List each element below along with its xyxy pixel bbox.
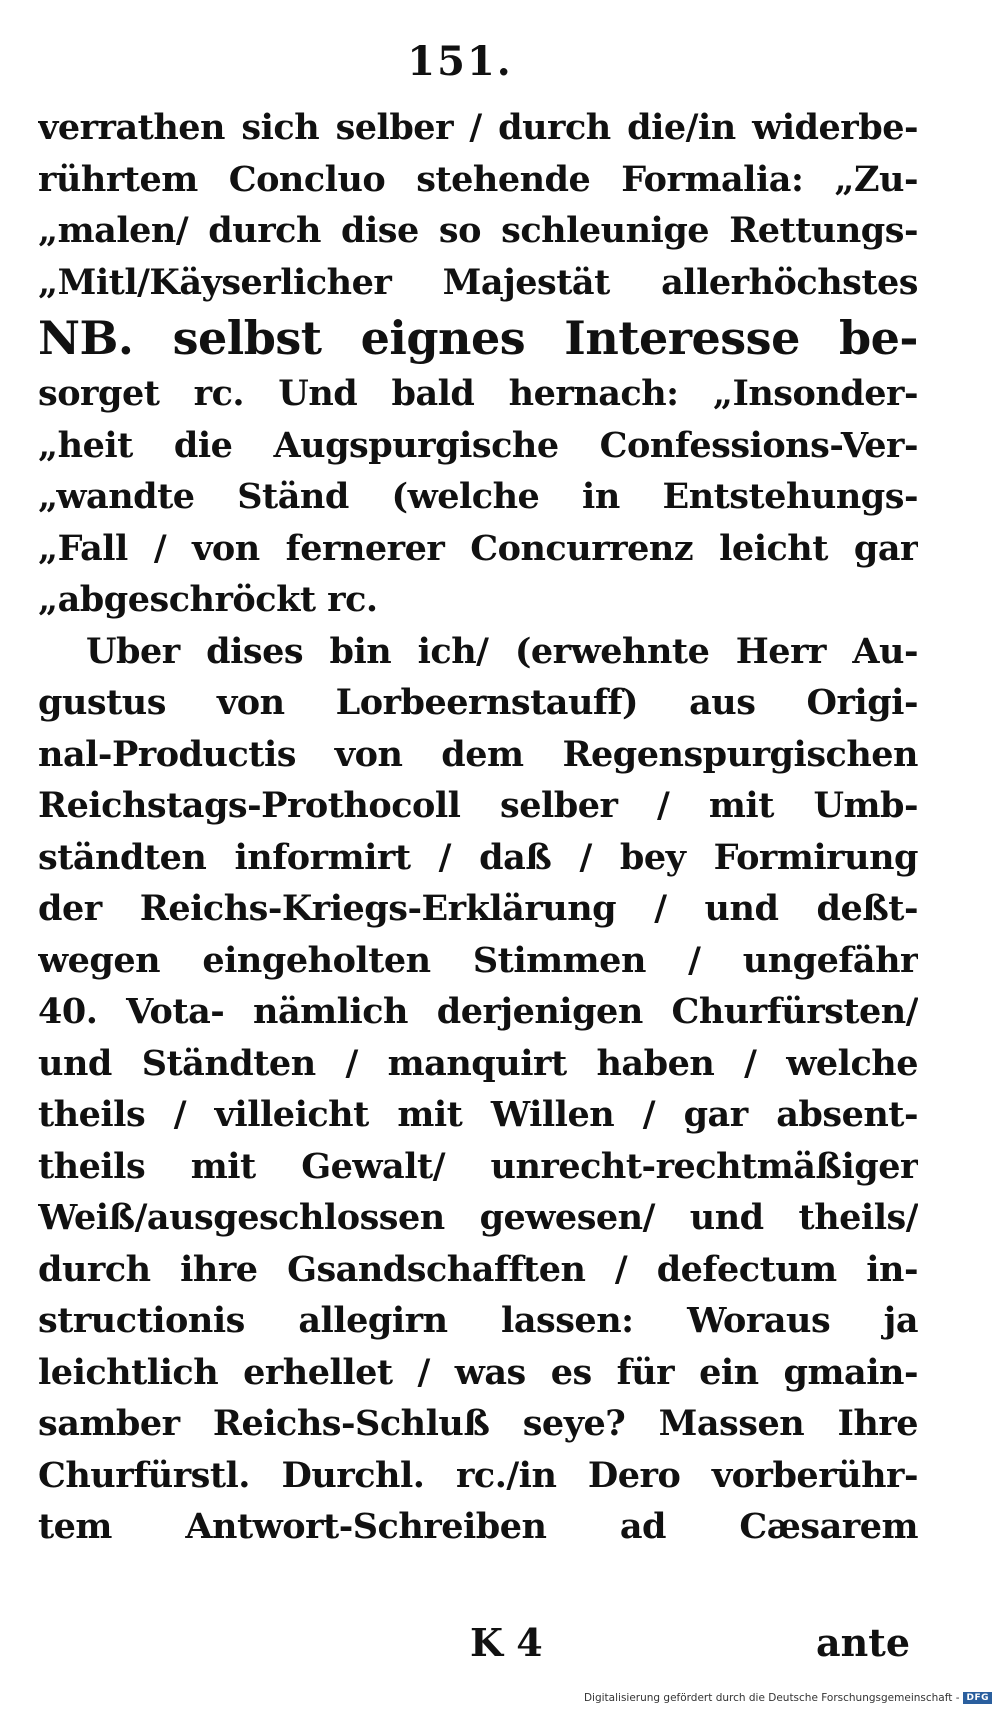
text-line: Uber dises bin ich/ (erwehnte Herr Au- [86, 630, 918, 672]
digitization-credit [584, 1692, 992, 1704]
text-line: Reichstags-Prothocoll selber / mit Umb- [38, 785, 918, 826]
signature-mark: K 4 [470, 1620, 543, 1665]
page-footer [38, 1620, 918, 1676]
text-line: nal-Productis von dem Regenspurgischen [38, 733, 918, 775]
text-line: Churfürstl. Durchl. rc./in Dero vorberühr- [38, 1454, 918, 1496]
text-line: „wandte Ständ (welche in Entstehungs- [38, 476, 918, 517]
catchword: ante [816, 1620, 910, 1665]
page-number: 151. [407, 38, 513, 85]
body-text [38, 102, 918, 1553]
text-line: structionis allegirn lassen: Woraus ja [38, 1300, 918, 1341]
text-line: rührtem Concluo stehende Formalia: „Zu- [38, 158, 918, 200]
dfg-logo-icon: DFG [963, 1692, 992, 1704]
text-line: verrathen sich selber / durch die/in widerbe- [38, 107, 918, 148]
text-line: theils mit Gewalt/ unrecht-rechtmäßiger [38, 1145, 918, 1187]
text-line: und Ständten / manquirt haben / welche [38, 1042, 918, 1084]
text-line: „Mitl/Käyserlicher Majestät allerhöchstes [38, 261, 918, 303]
text-line: ständten informirt / daß / bey Formirung [38, 836, 918, 878]
text-line: 40. Vota- nämlich derjenigen Churfürsten/ [38, 991, 918, 1032]
text-line: „abgeschröckt rc. [38, 579, 378, 620]
text-line: sorget rc. Und bald hernach: „Insonder- [38, 373, 918, 414]
credit-text: Digitalisierung gefördert durch die Deutsche Forschungsgemeinschaft - [583, 1692, 960, 1704]
text-line: samber Reichs-Schluß seye? Massen Ihre [38, 1403, 918, 1444]
text-line: „heit die Augspurgische Confessions-Ver- [38, 424, 918, 466]
text-line: der Reichs-Kriegs-Erklärung / und deßt- [38, 888, 918, 929]
text-line: „malen/ durch dise so schleunige Rettungs- [38, 210, 918, 251]
text-line: durch ihre Gsandschafften / defectum in- [38, 1248, 918, 1290]
text-line: „Fall / von fernerer Concurrenz leicht gar [38, 527, 918, 569]
text-line: theils / villeicht mit Willen / gar absent- [38, 1094, 918, 1135]
text-line: leichtlich erhellet / was es für ein gmain- [38, 1351, 918, 1393]
text-line: wegen eingeholten Stimmen / ungefähr [38, 939, 918, 981]
text-line: gustus von Lorbeernstauff) aus Origi- [38, 682, 918, 723]
text-line: tem Antwort-Schreiben ad Cæsarem [38, 1506, 918, 1547]
text-line-emphasis: NB. selbst eignes Interesse be- [38, 311, 918, 365]
text-line: Weiß/ausgeschlossen gewesen/ und theils/ [38, 1197, 918, 1238]
